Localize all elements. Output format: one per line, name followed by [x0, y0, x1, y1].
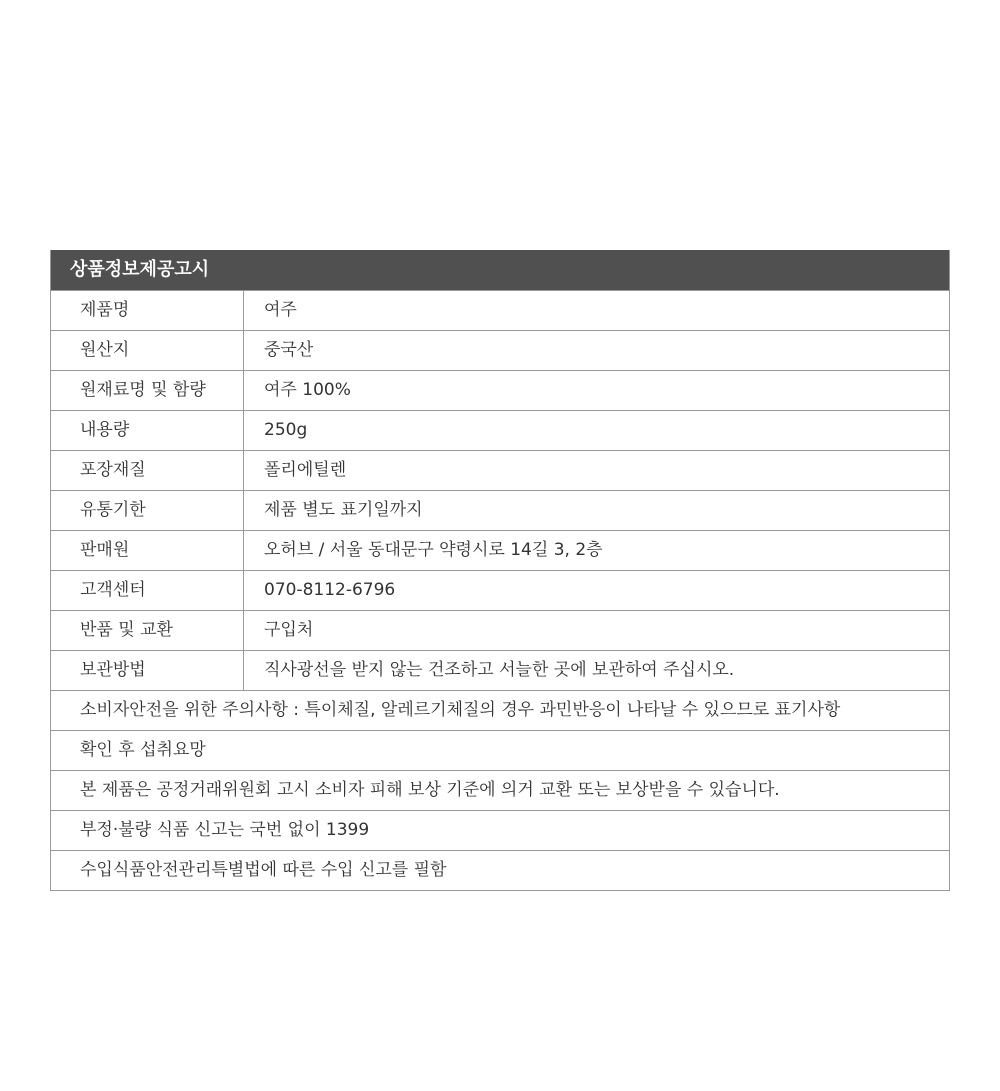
table-row [51, 530, 949, 570]
table-row [51, 290, 949, 330]
note-text: 소비자안전을 위한 주의사항 : 특이체질, 알레르기체질의 경우 과민반응이 나타날 수 있으므로 표기사항 [80, 700, 841, 720]
note-text: 본 제품은 공정거래위원회 고시 소비자 피해 보상 기준에 의거 교환 또는 보상받을 수 있습니다. [80, 780, 780, 800]
table-row [51, 410, 949, 450]
row-value: 직사광선을 받지 않는 건조하고 서늘한 곳에 보관하여 주십시오. [264, 660, 735, 680]
table-row [51, 610, 949, 650]
row-label: 원재료명 및 함량 [51, 371, 244, 410]
row-label: 반품 및 교환 [51, 611, 244, 650]
row-label: 유통기한 [51, 491, 244, 530]
row-value: 제품 별도 표기일까지 [264, 500, 423, 520]
row-value: 여주 [264, 300, 297, 320]
row-value: 구입처 [264, 620, 314, 640]
row-value: 폴리에틸렌 [264, 460, 347, 480]
note-text: 부정·불량 식품 신고는 국번 없이 1399 [80, 820, 370, 840]
row-label: 내용량 [51, 411, 244, 450]
table-row [51, 330, 949, 370]
row-label: 보관방법 [51, 651, 244, 690]
note-row [51, 850, 949, 890]
row-value: 중국산 [264, 340, 314, 360]
row-label: 원산지 [51, 331, 244, 370]
product-info-notice-table [50, 250, 950, 891]
row-label: 판매원 [51, 531, 244, 570]
row-value: 250g [264, 420, 308, 440]
note-text: 수입식품안전관리특별법에 따른 수입 신고를 필함 [80, 860, 447, 880]
row-label: 제품명 [51, 291, 244, 330]
note-row [51, 810, 949, 850]
table-row [51, 570, 949, 610]
table-row [51, 650, 949, 690]
row-label: 고객센터 [51, 571, 244, 610]
note-text: 확인 후 섭취요망 [80, 740, 206, 760]
row-label: 포장재질 [51, 451, 244, 490]
row-value: 오허브 / 서울 동대문구 약령시로 14길 3, 2층 [264, 540, 603, 560]
note-row [51, 770, 949, 810]
row-value: 070-8112-6796 [264, 580, 396, 600]
row-value: 여주 100% [264, 380, 351, 400]
table-row [51, 370, 949, 410]
table-row [51, 450, 949, 490]
notice-title: 상품정보제공고시 [51, 250, 949, 290]
note-row [51, 690, 949, 730]
note-row [51, 730, 949, 770]
table-row [51, 490, 949, 530]
